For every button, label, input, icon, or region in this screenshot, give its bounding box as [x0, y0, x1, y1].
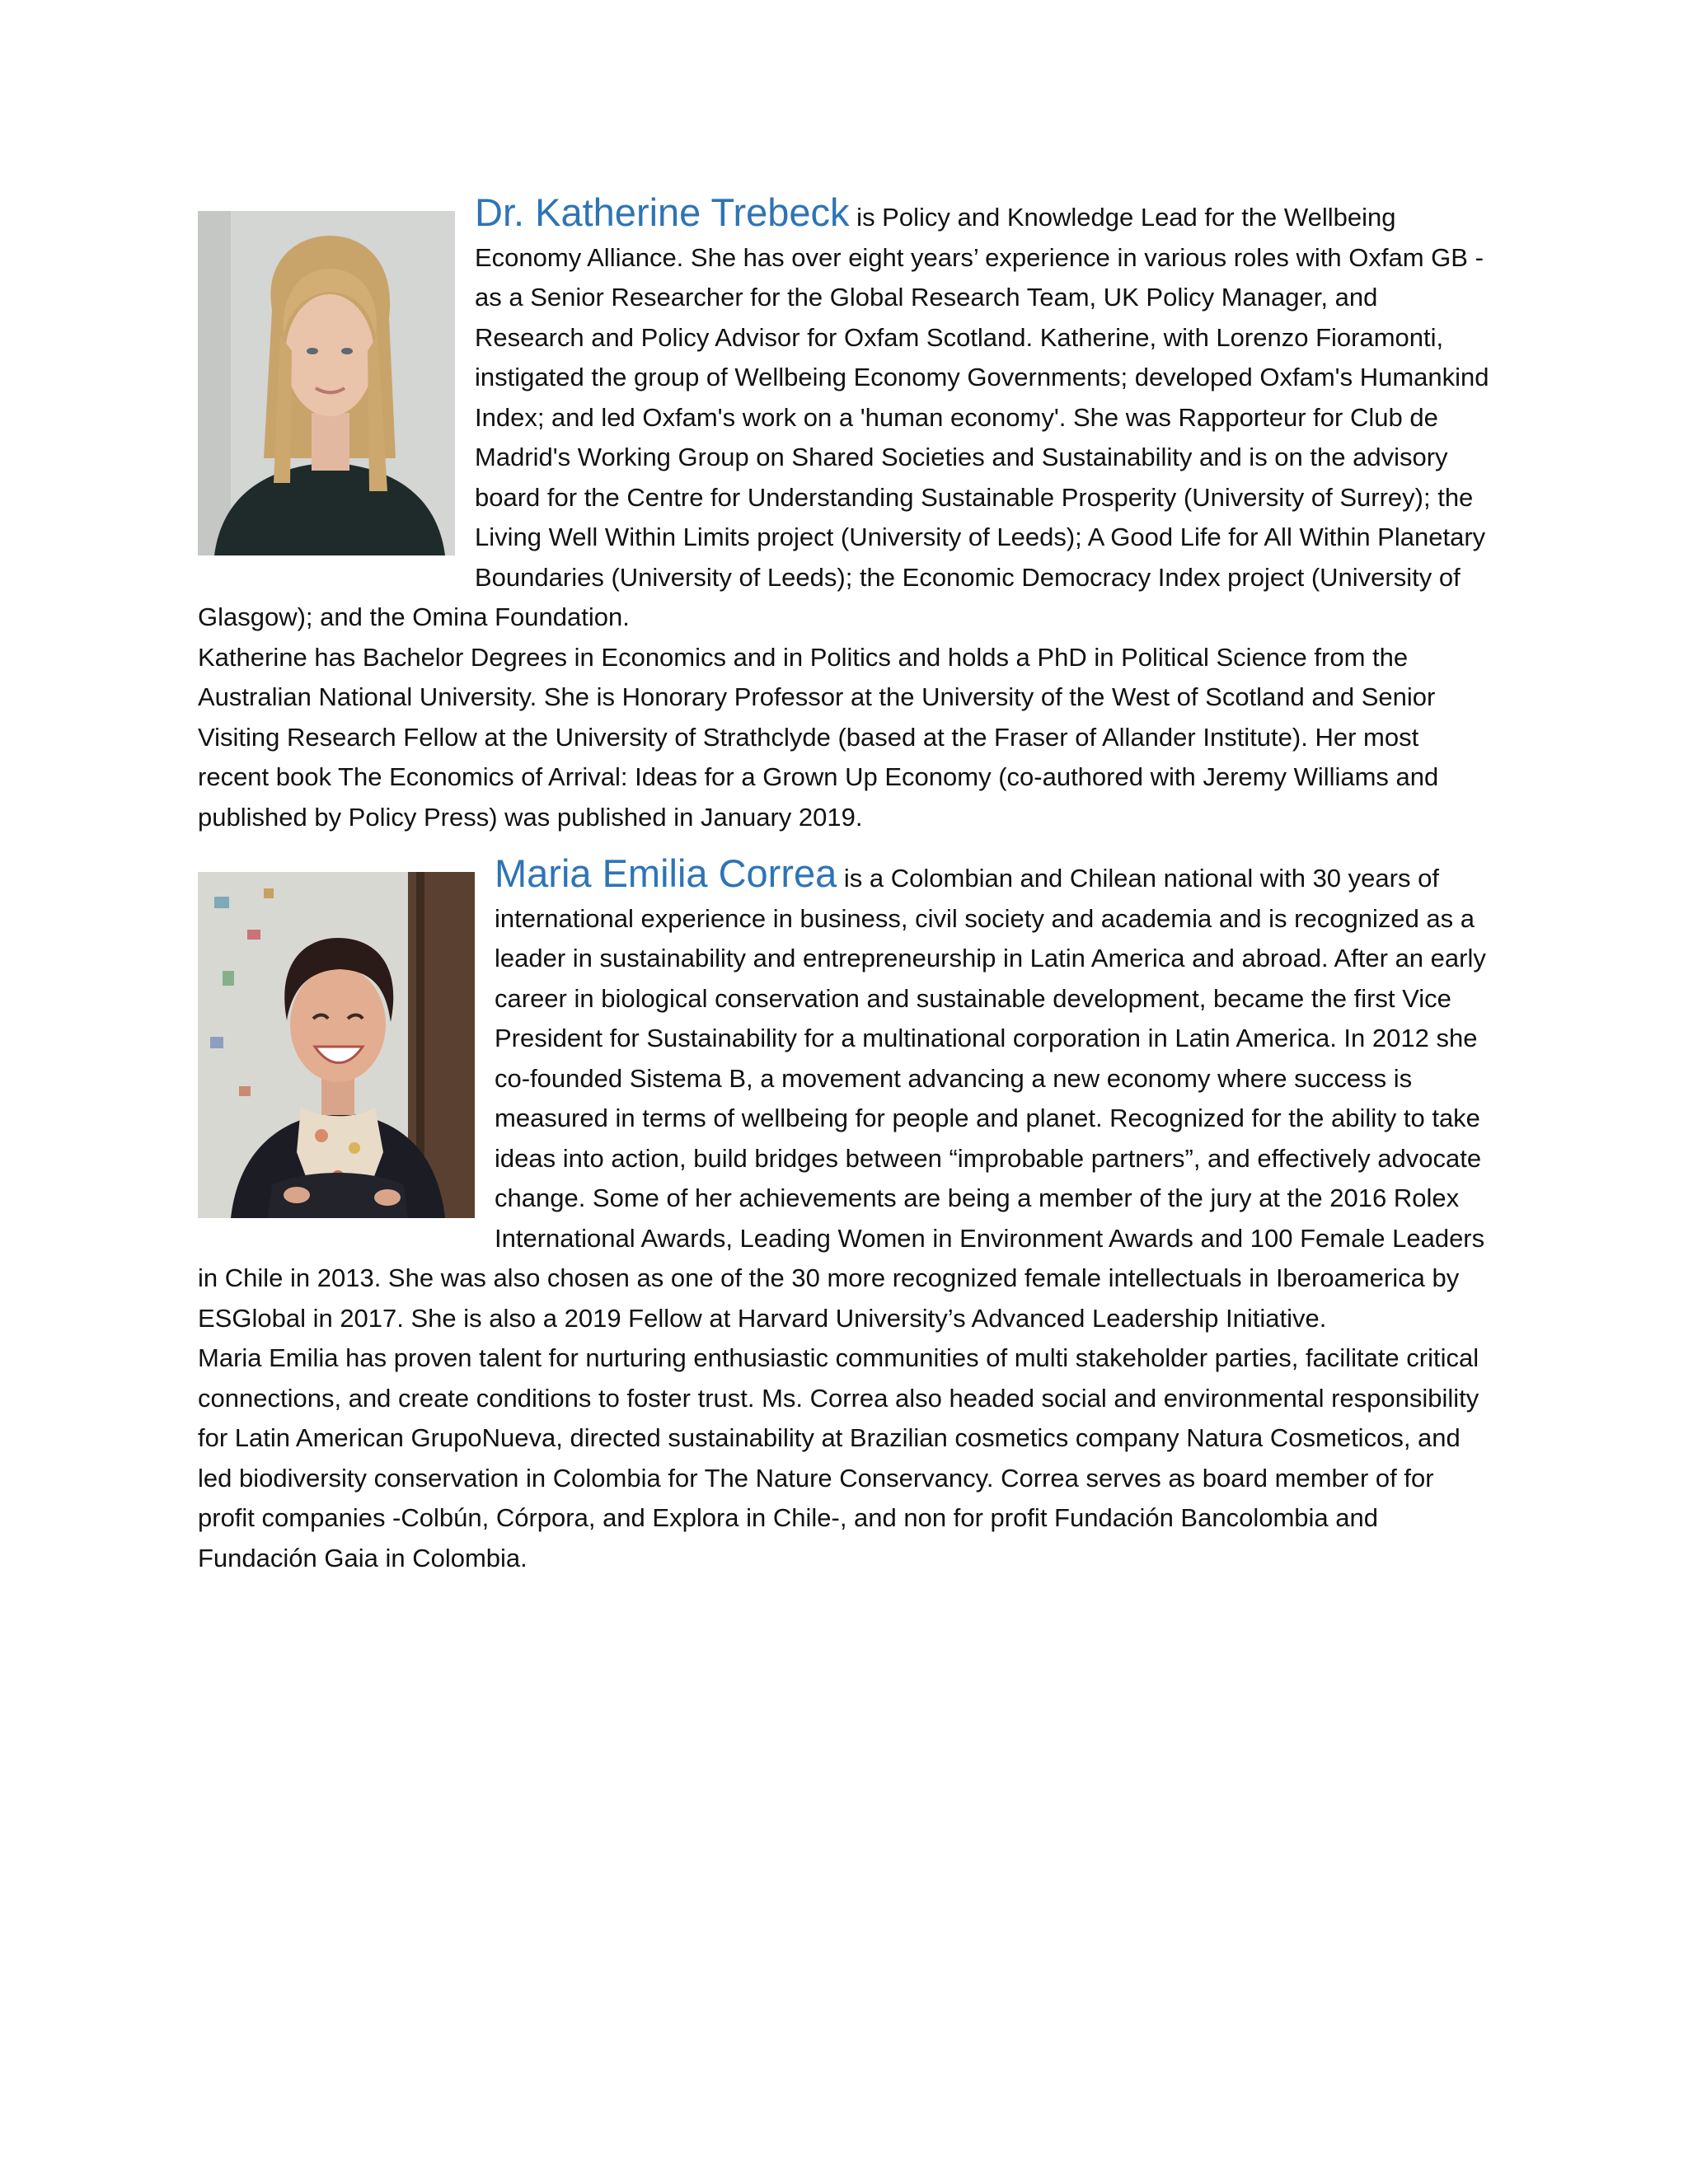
document-page: [198, 190, 1492, 1598]
portrait-photo: [198, 872, 475, 1218]
portrait-illustration: [198, 872, 475, 1218]
bio-second-paragraph: Maria Emilia has proven talent for nurturing enthusiastic communities of multi stakeholder parties, facilitate critical connections, and create conditions to foster trust. Ms. Correa also headed social and environmental responsibility for Latin American GrupoNueva, directed sustainability at Brazilian cosmetics company Natura Cosmeticos, and led biodiversity conservation in Colombia for The Nature Conservancy. Correa serves as board member of for profit companies -Colbún, Córpora, and Explora in Chile-, and non for profit Fundación Bancolombia and Fundación Gaia in Colombia.: [198, 1343, 1479, 1572]
bio-paragraph: [198, 851, 1492, 1338]
bio-intro-text: is a Colombian and Chilean national with 30 years of international experience in business, civil society and academia and is recognized as a leader in sustainability and entrepreneurship in Latin America and abroad. After an early career in biological conservation and sustainable development, became the first Vice President for Sustainability for a multinational corporation in Latin America. In 2012 she co-founded Sistema B, a movement advancing a new economy where success is measured in terms of wellbeing for people and planet. Recognized for the ability to take ideas into action, build bridges between “improbable partners”, and effectively advocate change. Some of her achievements are being a member of the jury at the 2016 Rolex International Awards, Leading Women in Environment Awards and 100 Female Leaders in Chile in 2013. She was also chosen as one of the 30 more recognized female intellectuals in Iberoamerica by ESGlobal in 2017. She is also a 2019 Fellow at Harvard University’s Advanced Leadership Initiative.: [198, 864, 1486, 1333]
bio-maria-emilia-correa: [198, 851, 1492, 1578]
portrait-illustration: [198, 211, 455, 555]
bio-katherine-trebeck: [198, 190, 1492, 837]
person-name: Dr. Katherine Trebeck: [475, 190, 850, 234]
bio-intro-text: is Policy and Knowledge Lead for the Wellbeing Economy Alliance. She has over eight years’ experience in various roles with Oxfam GB - as a Senior Researcher for the Global Research Team, UK Policy Manager, and Research and Policy Advisor for Oxfam Scotland. Katherine, with Lorenzo Fioramonti, instigated the group of Wellbeing Economy Governments; developed Oxfam's Humankind Index; and led Oxfam's work on a 'human economy'. She was Rapporteur for Club de Madrid's Working Group on Shared Societies and Sustainability and is on the advisory board for the Centre for Understanding Sustainable Prosperity (University of Surrey); the Living Well Within Limits project (University of Leeds); A Good Life for All Within Planetary Boundaries (University of Leeds); the Economic Democracy Index project (University of Glasgow); and the Omina Foundation.: [198, 203, 1489, 631]
portrait-photo: [198, 211, 455, 555]
bio-second-paragraph: Katherine has Bachelor Degrees in Economics and in Politics and holds a PhD in Political Science from the Australian National University. She is Honorary Professor at the University of the West of Scotland and Senior Visiting Research Fellow at the University of Strathclyde (based at the Fraser of Allander Institute). Her most recent book The Economics of Arrival: Ideas for a Grown Up Economy (co-authored with Jeremy Williams and published by Policy Press) was published in January 2019.: [198, 642, 1439, 832]
bio-paragraph: [198, 190, 1492, 638]
person-name: Maria Emilia Correa: [495, 851, 837, 895]
